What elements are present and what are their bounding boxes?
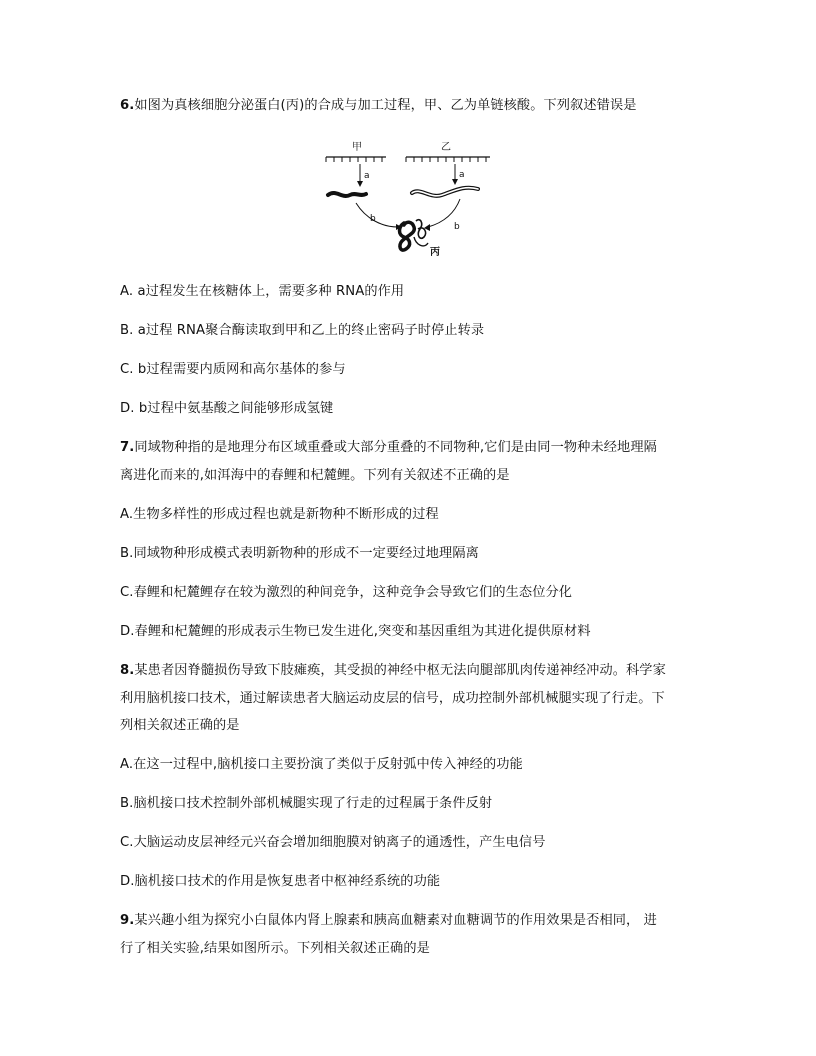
q9-stem-text-1: 某兴趣小组为探究小白鼠体内肾上腺素和胰高血糖素对血糖调节的作用效果是否相同， 进 xyxy=(134,913,657,928)
label-jia: 甲 xyxy=(352,142,362,153)
rna-jia xyxy=(328,193,366,196)
label-yi: 乙 xyxy=(441,142,451,153)
q7-option-c: C.春鲤和杞麓鲤存在较为激烈的种间竞争，这种竞争会导致它们的生态位分化 xyxy=(120,585,573,600)
label-b-right: b xyxy=(454,222,460,232)
q7-option-d: D.春鲤和杞麓鲤的形成表示生物已发生进化,突变和基因重组为其进化提供原材料 xyxy=(120,624,591,639)
arrow-a-left-head xyxy=(357,181,363,187)
q9-stem-line2: 行了相关实验,结果如图所示。下列相关叙述正确的是 xyxy=(120,941,430,956)
q8-option-c: C.大脑运动皮层神经元兴奋会增加细胞膜对钠离子的通透性，产生电信号 xyxy=(120,835,546,850)
q6-figure xyxy=(320,137,500,265)
dna-yi xyxy=(406,157,490,162)
arrow-a-right-head xyxy=(452,179,458,185)
q9-number: 9. xyxy=(120,913,135,928)
arrow-b-left xyxy=(356,203,398,227)
q8-stem-line3: 列相关叙述正确的是 xyxy=(120,718,240,733)
q7-option-a: A.生物多样性的形成过程也就是新物种不断形成的过程 xyxy=(120,507,439,522)
q8-option-b: B.脑机接口技术控制外部机械腿实现了行走的过程属于条件反射 xyxy=(120,796,493,811)
q7-stem-line1 xyxy=(120,438,657,458)
dna-jia xyxy=(326,157,386,162)
q6-number: 6. xyxy=(120,98,135,113)
q9-stem-line1 xyxy=(120,911,657,931)
q7-option-b: B.同域物种形成模式表明新物种的形成不一定要经过地理隔离 xyxy=(120,546,479,561)
label-a-right: a xyxy=(459,170,465,180)
q8-number: 8. xyxy=(120,663,135,678)
q8-stem-line1 xyxy=(120,661,666,681)
q6-option-d: D. b过程中氨基酸之间能够形成氢键 xyxy=(120,401,334,416)
q8-stem-text-1: 某患者因脊髓损伤导致下肢瘫痪，其受损的神经中枢无法向腿部肌肉传递神经冲动。科学家 xyxy=(134,663,666,678)
q7-number: 7. xyxy=(120,440,135,455)
protein-bing xyxy=(400,220,429,250)
label-bing: 丙 xyxy=(430,247,440,258)
label-a-left: a xyxy=(364,171,370,181)
q8-option-d: D.脑机接口技术的作用是恢复患者中枢神经系统的功能 xyxy=(120,874,441,889)
q7-stem-line2: 离进化而来的,如洱海中的春鲤和杞麓鲤。下列有关叙述不正确的是 xyxy=(120,468,510,483)
q7-stem-text-1: 同域物种指的是地理分布区域重叠或大部分重叠的不同物种,它们是由同一物种未经地理隔 xyxy=(134,440,657,455)
label-b-left: b xyxy=(370,214,376,224)
q6-option-a: A. a过程发生在核糖体上，需要多种 RNA的作用 xyxy=(120,284,405,299)
q8-stem-line2: 利用脑机接口技术，通过解读患者大脑运动皮层的信号，成功控制外部机械腿实现了行走。下 xyxy=(120,691,665,706)
q6-stem xyxy=(120,96,637,116)
q6-option-c: C. b过程需要内质网和高尔基体的参与 xyxy=(120,362,346,377)
q8-option-a: A.在这一过程中,脑机接口主要扮演了类似于反射弧中传入神经的功能 xyxy=(120,757,523,772)
q6-option-b: B. a过程 RNA聚合酶读取到甲和乙上的终止密码子时停止转录 xyxy=(120,323,485,338)
q6-stem-text: 如图为真核细胞分泌蛋白(丙)的合成与加工过程，甲、乙为单链核酸。下列叙述错误是 xyxy=(134,98,637,113)
